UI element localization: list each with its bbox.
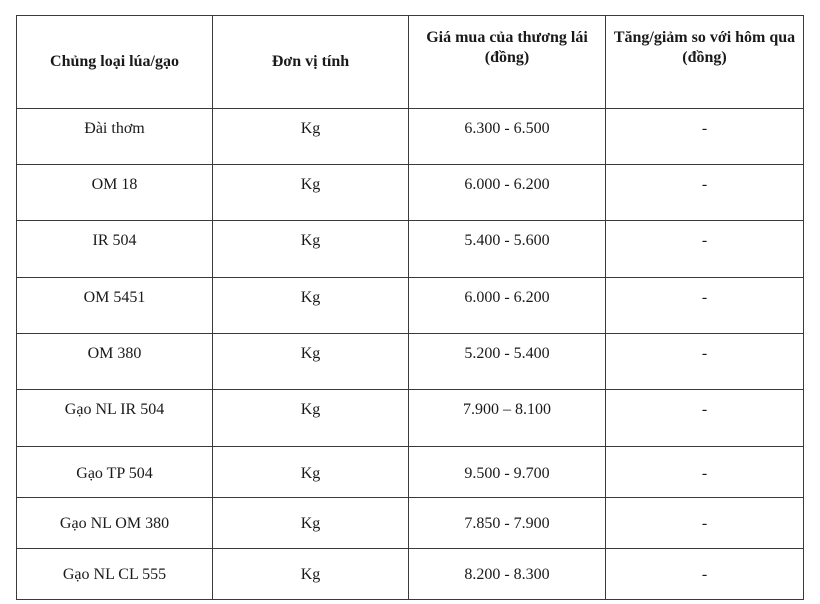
table-row (17, 165, 804, 221)
cell-rice-type: OM 380 (17, 334, 213, 390)
cell-unit: Kg (213, 334, 409, 390)
table-row (17, 498, 804, 549)
cell-change: - (606, 221, 804, 278)
cell-unit: Kg (213, 390, 409, 447)
cell-change: - (606, 109, 804, 165)
cell-unit: Kg (213, 549, 409, 600)
table-row (17, 221, 804, 278)
cell-price: 5.200 - 5.400 (409, 334, 606, 390)
rice-price-table (16, 15, 804, 600)
cell-price: 8.200 - 8.300 (409, 549, 606, 600)
cell-unit: Kg (213, 498, 409, 549)
cell-change: - (606, 447, 804, 498)
cell-change: - (606, 390, 804, 447)
cell-unit: Kg (213, 447, 409, 498)
cell-change: - (606, 278, 804, 334)
cell-price: 6.000 - 6.200 (409, 278, 606, 334)
header-change: Tăng/giảm so với hôm qua (đồng) (606, 16, 804, 109)
cell-price: 6.000 - 6.200 (409, 165, 606, 221)
table-row (17, 109, 804, 165)
table-row (17, 278, 804, 334)
cell-rice-type: Gạo TP 504 (17, 447, 213, 498)
cell-rice-type: Đài thơm (17, 109, 213, 165)
table-row (17, 390, 804, 447)
header-rice-type: Chủng loại lúa/gạo (17, 16, 213, 109)
cell-rice-type: OM 5451 (17, 278, 213, 334)
cell-rice-type: Gạo NL IR 504 (17, 390, 213, 447)
table-row (17, 334, 804, 390)
cell-change: - (606, 165, 804, 221)
cell-unit: Kg (213, 109, 409, 165)
header-trader-price: Giá mua của thương lái (đồng) (409, 16, 606, 109)
cell-rice-type: OM 18 (17, 165, 213, 221)
cell-rice-type: IR 504 (17, 221, 213, 278)
cell-price: 7.900 – 8.100 (409, 390, 606, 447)
table-header-row (17, 16, 804, 109)
cell-price: 5.400 - 5.600 (409, 221, 606, 278)
cell-change: - (606, 334, 804, 390)
cell-unit: Kg (213, 278, 409, 334)
cell-rice-type: Gạo NL CL 555 (17, 549, 213, 600)
cell-price: 9.500 - 9.700 (409, 447, 606, 498)
header-unit: Đơn vị tính (213, 16, 409, 109)
cell-unit: Kg (213, 221, 409, 278)
cell-price: 7.850 - 7.900 (409, 498, 606, 549)
cell-price: 6.300 - 6.500 (409, 109, 606, 165)
table-row (17, 447, 804, 498)
cell-rice-type: Gạo NL OM 380 (17, 498, 213, 549)
cell-change: - (606, 549, 804, 600)
table-row (17, 549, 804, 600)
cell-unit: Kg (213, 165, 409, 221)
cell-change: - (606, 498, 804, 549)
